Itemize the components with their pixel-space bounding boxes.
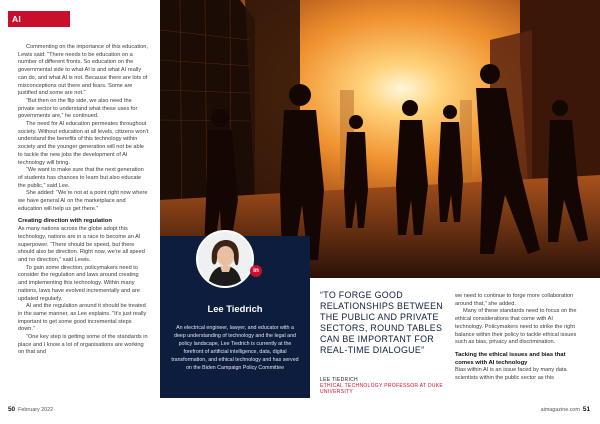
paragraph: As many nations across the globe adopt this technology, nations are in a race to become an AI superpower. “There should be speed, but there should also be direction. Right now, we’re all speed and no direction,” said Lewis. <box>18 226 145 263</box>
page-number: 51 <box>582 406 590 413</box>
quote-attribution <box>320 377 448 395</box>
paragraph: AI and the regulation around it should be treated in the same manner, as Lee explains. “It’s just really important to get some good incremental steps down.” <box>18 303 147 333</box>
site-name[interactable]: aimagazine.com <box>540 407 580 413</box>
subheading: Creating direction with regulation <box>18 218 112 225</box>
quote-author: LEE TIEDRICH <box>320 377 358 383</box>
avatar <box>196 230 254 288</box>
paragraph: Many of these standards need to focus on the ethical considerations that come with AI technology. Policymakers need to strike the right balance within their policy to tackle ethical issues such as bias, privacy and discrimination. <box>455 308 577 346</box>
page-number: 50 <box>8 406 16 413</box>
left-article-column <box>18 44 149 357</box>
paragraph: “But then on the flip side, we also need the private sector to understand what these uses for governments are,” he continued. <box>18 97 138 120</box>
paragraph: Commenting on the importance of this education, Lewis said: “There needs to be education on a number of different fronts. So education on the governmental side to what AI is and what AI really can do, and what AI is not. Because there are lots of misconceptions out there and fears. Some are justified and some are not.” <box>18 44 148 97</box>
section-tag: AI STRATEGY <box>8 11 70 27</box>
paragraph: we need to continue to forge more collaboration around that,” she added. <box>455 293 574 307</box>
paragraph: She added: “We’re not at a point right now where we have general AI on the marketplace and education will help us get there.” <box>18 190 148 212</box>
quote-author-role: ETHICAL TECHNOLOGY PROFESSOR AT DUKE UNIVERSITY <box>320 383 444 395</box>
paragraph: To gain some direction, policymakers need to consider the regulation and laws around creating and implementing this technology. Within many nations, laws have evolved incrementally and are updated regularly. <box>18 264 140 302</box>
bio-card <box>160 236 310 398</box>
linkedin-icon[interactable]: in <box>250 265 262 277</box>
pull-quote: “TO FORGE GOOD RELATIONSHIPS BETWEEN THE PUBLIC AND PRIVATE SECTORS, ROUND TABLES CAN BE IMPORTANT FOR REAL-TIME DIALOGUE” <box>320 290 444 356</box>
bio-description: An electrical engineer, lawyer, and educator with a deep understanding of technology and the legal and policy landscape, Lee Tiedrich is currently at the forefront of artificial intelligence, data, digital transformation, and ethical technology and has served on the Biden Campaign Policy Committee <box>171 325 299 372</box>
subheading: Tacking the ethical issues and bias that comes with AI technology <box>455 351 566 366</box>
paragraph: The need for AI education permeates throughout society. Without education at all levels, citizens won’t understand the benefits of this technology within society and the younger generation will not be able to tackle the new jobs the development of AI technology will bring. <box>18 121 149 166</box>
issue-date: February 2022 <box>18 407 54 413</box>
paragraph: “One key step is getting some of the standards in place and I know a lot of organisations are working on that and <box>18 334 148 356</box>
paragraph: Bias within AI is an issue faced by many data scientists within the public sector as this <box>455 367 567 382</box>
page-footer-left <box>8 406 53 413</box>
paragraph: “We want to make sure that the next generation of students has chances to learn but also educate the public,” said Lee. <box>18 167 144 189</box>
page-footer-right <box>541 406 590 413</box>
bio-name: Lee Tiedrich <box>207 303 263 314</box>
right-article-column <box>455 293 581 383</box>
